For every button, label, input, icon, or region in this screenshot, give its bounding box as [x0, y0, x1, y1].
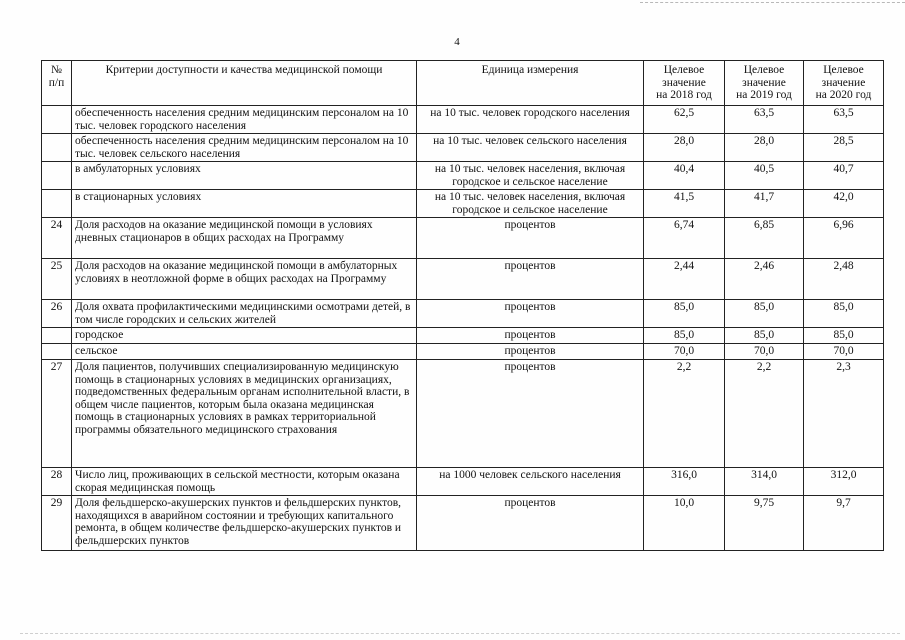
row-unit: процентов: [417, 344, 644, 360]
table-row: [42, 134, 884, 162]
row-value-2020: 6,96: [804, 218, 884, 259]
row-unit: процентов: [417, 360, 644, 468]
row-number: 24: [42, 218, 72, 259]
header-criteria: Критерии доступности и качества медицинской помощи: [72, 61, 417, 106]
row-number: [42, 106, 72, 134]
row-criteria: городское: [72, 328, 417, 344]
row-value-2020: 40,7: [804, 162, 884, 190]
table-row: [42, 496, 884, 551]
header-num-line-1: №: [51, 64, 62, 76]
table-row: [42, 360, 884, 468]
row-unit: процентов: [417, 496, 644, 551]
row-criteria: сельское: [72, 344, 417, 360]
row-value-2020: 28,5: [804, 134, 884, 162]
header-target-2019-line-2: значение: [742, 76, 786, 89]
scan-edge-line: [640, 2, 905, 3]
row-number: [42, 190, 72, 218]
row-number: 29: [42, 496, 72, 551]
row-unit: на 10 тыс. человек городского населения: [417, 106, 644, 134]
row-criteria: Доля фельдшерско-акушерских пунктов и фельдшерских пунктов, находящихся в аварийном состоянии и требующих капитального ремонта, в общем количестве фельдшерско-акушерских пунктов и фельдшерских пунктов: [72, 496, 417, 551]
row-value-2019: 40,5: [725, 162, 804, 190]
row-unit: на 10 тыс. человек населения, включая городское и сельское население: [417, 162, 644, 190]
table-row: [42, 300, 884, 328]
row-value-2019: 2,2: [725, 360, 804, 468]
row-value-2019: 63,5: [725, 106, 804, 134]
header-target-2020: [804, 61, 884, 106]
table-row: [42, 259, 884, 300]
table-row: [42, 218, 884, 259]
row-unit: процентов: [417, 218, 644, 259]
row-criteria: Доля охвата профилактическими медицинскими осмотрами детей, в том числе городских и сельских жителей: [72, 300, 417, 328]
row-value-2020: 63,5: [804, 106, 884, 134]
row-number: [42, 162, 72, 190]
table-row: [42, 344, 884, 360]
table-row: [42, 106, 884, 134]
row-criteria: в амбулаторных условиях: [72, 162, 417, 190]
header-target-2018-line-2: значение: [662, 76, 706, 89]
table-row: [42, 468, 884, 496]
table-row: [42, 162, 884, 190]
header-unit: Единица измерения: [417, 61, 644, 106]
header-target-2019-line-3: на 2019 год: [736, 89, 792, 102]
row-unit: процентов: [417, 328, 644, 344]
row-value-2019: 70,0: [725, 344, 804, 360]
row-value-2018: 2,2: [644, 360, 725, 468]
header-target-2018: [644, 61, 725, 106]
row-value-2018: 10,0: [644, 496, 725, 551]
row-value-2019: 314,0: [725, 468, 804, 496]
row-value-2018: 6,74: [644, 218, 725, 259]
row-value-2019: 85,0: [725, 328, 804, 344]
row-value-2020: 2,3: [804, 360, 884, 468]
row-value-2020: 85,0: [804, 300, 884, 328]
header-target-2018-line-1: Целевое: [663, 64, 705, 76]
row-value-2019: 28,0: [725, 134, 804, 162]
criteria-table: [41, 60, 884, 551]
row-value-2018: 85,0: [644, 328, 725, 344]
row-unit: процентов: [417, 300, 644, 328]
row-value-2018: 70,0: [644, 344, 725, 360]
row-criteria: Доля расходов на оказание медицинской помощи в условиях дневных стационаров в общих расходах на Программу: [72, 218, 417, 259]
row-value-2020: 70,0: [804, 344, 884, 360]
row-number: 26: [42, 300, 72, 328]
header-num-line-2: п/п: [48, 76, 65, 89]
row-unit: процентов: [417, 259, 644, 300]
row-number: [42, 328, 72, 344]
row-value-2020: 2,48: [804, 259, 884, 300]
row-criteria: Доля расходов на оказание медицинской помощи в амбулаторных условиях в неотложной форме в общих расходах на Программу: [72, 259, 417, 300]
row-value-2020: 9,7: [804, 496, 884, 551]
page-number: 4: [454, 36, 460, 48]
row-number: [42, 134, 72, 162]
row-criteria: Число лиц, проживающих в сельской местности, которым оказана скорая медицинская помощь: [72, 468, 417, 496]
row-value-2018: 62,5: [644, 106, 725, 134]
row-value-2018: 28,0: [644, 134, 725, 162]
row-value-2018: 2,44: [644, 259, 725, 300]
header-target-2020-line-1: Целевое: [823, 64, 864, 76]
row-value-2019: 2,46: [725, 259, 804, 300]
table-row: [42, 328, 884, 344]
row-value-2018: 316,0: [644, 468, 725, 496]
row-criteria: обеспеченность населения средним медицинским персоналом на 10 тыс. человек сельского населения: [72, 134, 417, 162]
row-unit: на 10 тыс. человек сельского населения: [417, 134, 644, 162]
row-number: 28: [42, 468, 72, 496]
row-criteria: Доля пациентов, получивших специализированную медицинскую помощь в стационарных условиях в медицинских организациях, подведомственных федеральным органам исполнительной власти, в общем числе пациентов, которым была оказана медицинская помощь в стационарных условиях в рамках территориальной программы обязательного медицинского страхования: [72, 360, 417, 468]
header-num: [42, 61, 72, 106]
row-value-2020: 42,0: [804, 190, 884, 218]
row-value-2019: 9,75: [725, 496, 804, 551]
row-number: 27: [42, 360, 72, 468]
row-value-2018: 40,4: [644, 162, 725, 190]
row-value-2018: 85,0: [644, 300, 725, 328]
row-value-2018: 41,5: [644, 190, 725, 218]
header-target-2018-line-3: на 2018 год: [656, 89, 712, 102]
row-value-2019: 41,7: [725, 190, 804, 218]
row-unit: на 10 тыс. человек населения, включая городское и сельское население: [417, 190, 644, 218]
scan-edge-line: [20, 633, 900, 634]
row-value-2020: 312,0: [804, 468, 884, 496]
row-number: [42, 344, 72, 360]
row-value-2019: 6,85: [725, 218, 804, 259]
row-unit: на 1000 человек сельского населения: [417, 468, 644, 496]
row-criteria: обеспеченность населения средним медицинским персоналом на 10 тыс. человек городского населения: [72, 106, 417, 134]
row-value-2020: 85,0: [804, 328, 884, 344]
table-header-row: [42, 61, 884, 106]
table-row: [42, 190, 884, 218]
row-number: 25: [42, 259, 72, 300]
row-value-2019: 85,0: [725, 300, 804, 328]
row-criteria: в стационарных условиях: [72, 190, 417, 218]
header-target-2020-line-2: значение: [821, 76, 866, 89]
header-target-2019: [725, 61, 804, 106]
header-target-2019-line-1: Целевое: [743, 64, 785, 76]
header-target-2020-line-3: на 2020 год: [815, 89, 872, 102]
